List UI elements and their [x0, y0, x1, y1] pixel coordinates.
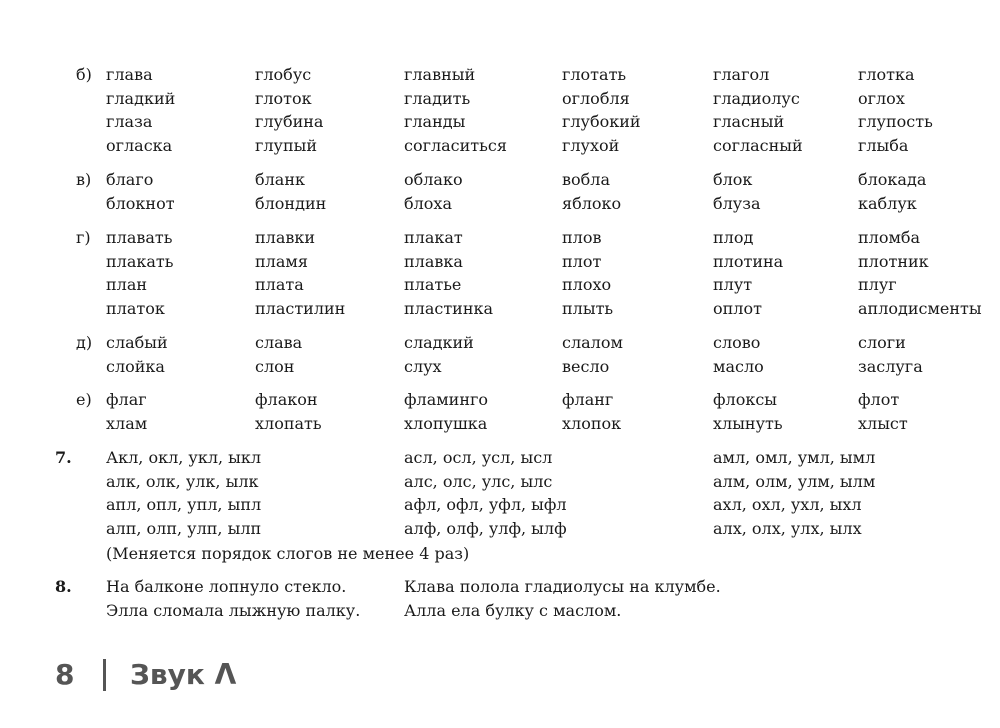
word-item: хлам	[106, 413, 148, 433]
word-item: слон	[255, 356, 295, 376]
word-item: плавка	[404, 251, 463, 271]
word-item: плотник	[858, 251, 929, 271]
word-item: согласиться	[404, 136, 507, 156]
word-item: бланк	[255, 170, 305, 189]
word-item: плуг	[858, 275, 897, 295]
word-item: масло	[713, 356, 764, 376]
word-item: блондин	[255, 193, 327, 213]
word-item: пластинка	[404, 299, 494, 319]
word-item: флот	[858, 390, 900, 409]
word-item: слабый	[106, 333, 168, 352]
word-item: весло	[562, 356, 610, 376]
group-label: д)	[76, 333, 93, 352]
word-item: глупость	[858, 112, 933, 132]
group-label: г)	[76, 228, 91, 247]
word-item: гланды	[404, 112, 466, 132]
word-item: гладить	[404, 88, 471, 108]
word-item: флоксы	[713, 390, 778, 409]
word-item: плут	[713, 275, 753, 295]
word-item: глагол	[713, 65, 770, 84]
word-item: хлынуть	[713, 413, 783, 433]
group-label: в)	[76, 170, 92, 189]
word-item: плотина	[713, 251, 784, 271]
word-item: плата	[255, 275, 304, 295]
footer-divider	[103, 659, 106, 691]
word-item: плавать	[106, 228, 173, 247]
word-item: хлопушка	[404, 413, 488, 433]
word-item: пластилин	[255, 299, 346, 319]
word-item: флакон	[255, 390, 318, 409]
syllable-set: амл, омл, умл, ымл	[713, 448, 876, 467]
word-item: слалом	[562, 333, 623, 352]
word-item: глухой	[562, 136, 620, 156]
word-item: плод	[713, 228, 754, 247]
word-item: плот	[562, 251, 602, 271]
word-item: глубина	[255, 112, 324, 132]
syllable-set: асл, осл, усл, ысл	[404, 448, 553, 467]
word-item: глупый	[255, 136, 318, 156]
word-item: плавки	[255, 228, 316, 247]
word-item: оплот	[713, 299, 762, 319]
syllable-set: апл, опл, упл, ыпл	[106, 495, 262, 515]
sentence: На балконе лопнуло стекло.	[106, 577, 347, 596]
word-item: облако	[404, 170, 463, 189]
word-item: согласный	[713, 136, 803, 156]
word-item: плакат	[404, 228, 463, 247]
word-item: глубокий	[562, 112, 641, 132]
syllable-set: ахл, охл, ухл, ыхл	[713, 495, 862, 515]
word-item: пламя	[255, 251, 308, 271]
word-item: глотать	[562, 65, 627, 84]
word-item: план	[106, 275, 148, 295]
word-item: огласка	[106, 136, 173, 156]
syllable-set: алм, олм, улм, ылм	[713, 471, 876, 491]
syllable-set: алс, олс, улс, ылс	[404, 471, 553, 491]
word-item: слава	[255, 333, 303, 352]
sentence: Клава полола гладиолусы на клумбе.	[404, 577, 721, 596]
word-item: глоток	[255, 88, 312, 108]
word-item: плакать	[106, 251, 174, 271]
word-item: блоха	[404, 193, 452, 213]
syllable-set: алф, олф, улф, ылф	[404, 519, 567, 539]
page-number: 8	[55, 658, 75, 691]
word-item: гладиолус	[713, 88, 800, 108]
word-item: слойка	[106, 356, 165, 376]
exercise-7-note: (Меняется порядок слогов не менее 4 раз)	[106, 544, 470, 563]
word-item: хлопок	[562, 413, 622, 433]
syllable-set: афл, офл, уфл, ыфл	[404, 495, 567, 515]
word-item: заслуга	[858, 356, 923, 376]
word-item: хлыст	[858, 413, 908, 433]
word-item: гласный	[713, 112, 785, 132]
word-item: главный	[404, 65, 476, 84]
syllable-set: алк, олк, улк, ылк	[106, 471, 259, 491]
word-item: хлопать	[255, 413, 322, 433]
word-item: плохо	[562, 275, 612, 295]
word-item: аплодисменты	[858, 299, 982, 319]
word-item: платок	[106, 299, 165, 319]
word-item: платье	[404, 275, 462, 295]
word-item: каблук	[858, 193, 917, 213]
word-item: фламинго	[404, 390, 489, 409]
word-item: глобус	[255, 65, 312, 84]
word-item: глаза	[106, 112, 153, 132]
word-item: плыть	[562, 299, 614, 319]
exercise-7-number: 7.	[55, 448, 72, 467]
word-item: флаг	[106, 390, 147, 409]
word-item: слово	[713, 333, 761, 352]
word-item: оглобля	[562, 88, 630, 108]
exercise-8-number: 8.	[55, 577, 72, 596]
word-item: благо	[106, 170, 154, 189]
sentence: Алла ела булку с маслом.	[404, 600, 622, 620]
word-item: сладкий	[404, 333, 474, 352]
word-item: глава	[106, 65, 153, 84]
word-item: фланг	[562, 390, 614, 409]
word-item: блокада	[858, 170, 927, 189]
chapter-title: Звук Λ	[130, 658, 237, 691]
word-item: плов	[562, 228, 602, 247]
word-item: гладкий	[106, 88, 176, 108]
word-item: оглох	[858, 88, 905, 108]
word-item: пломба	[858, 228, 921, 247]
syllable-set: алп, олп, улп, ылп	[106, 519, 262, 539]
word-item: яблоко	[562, 193, 622, 213]
syllable-set: алх, олх, улх, ылх	[713, 519, 862, 539]
group-label: б)	[76, 65, 92, 84]
word-item: блуза	[713, 193, 761, 213]
word-item: глыба	[858, 136, 909, 156]
word-item: вобла	[562, 170, 610, 189]
syllable-set: Акл, окл, укл, ыкл	[106, 448, 262, 467]
word-item: блок	[713, 170, 753, 189]
word-item: слоги	[858, 333, 906, 352]
word-item: слух	[404, 356, 442, 376]
word-item: блокнот	[106, 193, 175, 213]
group-label: е)	[76, 390, 92, 409]
sentence: Элла сломала лыжную палку.	[106, 600, 361, 620]
word-item: глотка	[858, 65, 915, 84]
